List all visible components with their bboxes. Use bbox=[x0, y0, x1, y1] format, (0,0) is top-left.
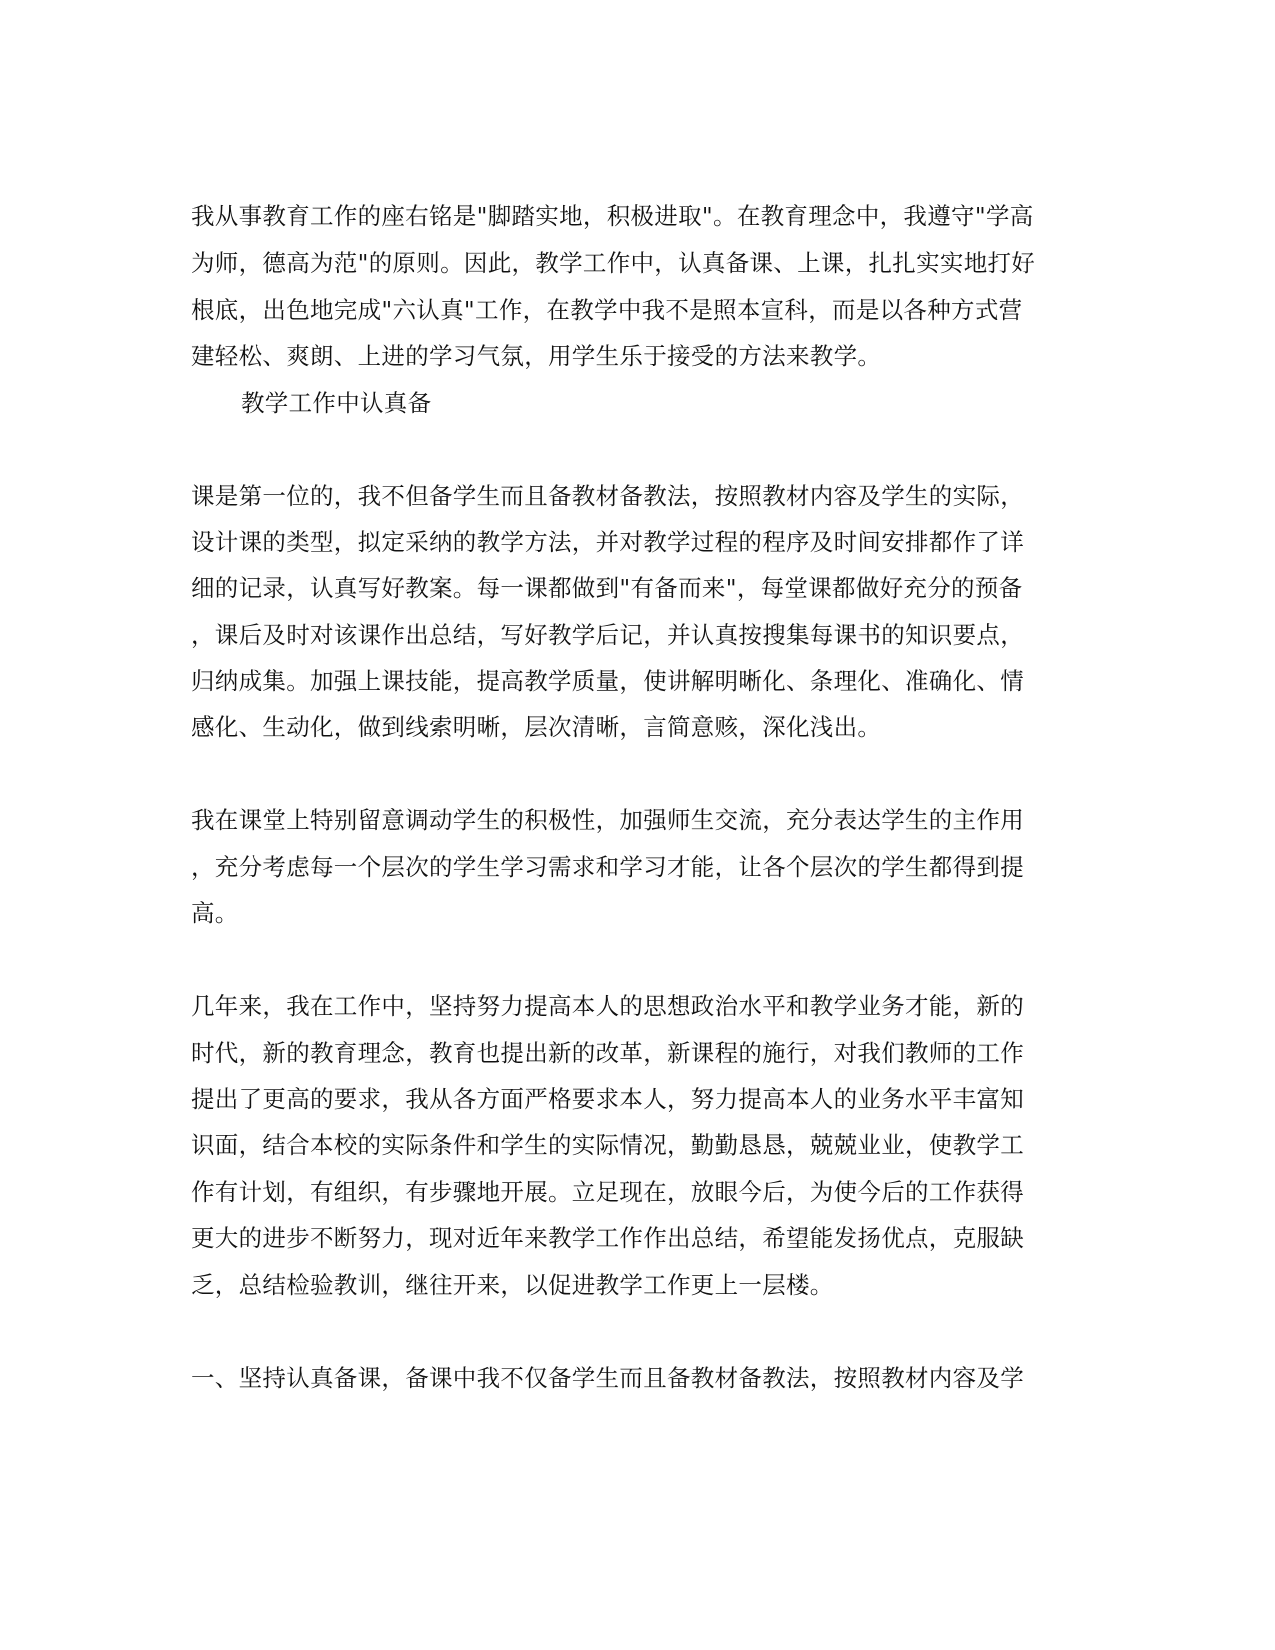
paragraph-5-line-5: 作有计划，有组织，有步骤地开展。立足现在，放眼今后，为使今后的工作获得 bbox=[191, 1178, 1024, 1206]
paragraph-1-line-2: 为师，德高为范"的原则。因此，教学工作中，认真备课、上课，扎扎实实地打好 bbox=[191, 249, 1036, 277]
paragraph-3-line-5: 归纳成集。加强上课技能，提高教学质量，使讲解明晰化、条理化、准确化、情 bbox=[191, 667, 1024, 695]
paragraph-5-line-2: 时代，新的教育理念，教育也提出新的改革，新课程的施行，对我们教师的工作 bbox=[191, 1039, 1024, 1067]
paragraph-3-line-4: ，课后及时对该课作出总结，写好教学后记，并认真按搜集每课书的知识要点， bbox=[191, 621, 1024, 649]
paragraph-6-line-1: 一、坚持认真备课，备课中我不仅备学生而且备教材备教法，按照教材内容及学 bbox=[191, 1364, 1024, 1392]
paragraph-4-line-3: 高。 bbox=[191, 899, 239, 927]
paragraph-4-line-1: 我在课堂上特别留意调动学生的积极性，加强师生交流，充分表达学生的主作用 bbox=[191, 806, 1024, 834]
paragraph-5-line-6: 更大的进步不断努力，现对近年来教学工作作出总结，希望能发扬优点，克服缺 bbox=[191, 1224, 1024, 1252]
paragraph-5-line-4: 识面，结合本校的实际条件和学生的实际情况，勤勤恳恳，兢兢业业，使教学工 bbox=[191, 1131, 1024, 1159]
paragraph-3-line-3: 细的记录，认真写好教案。每一课都做到"有备而来"，每堂课都做好充分的预备 bbox=[191, 574, 1023, 602]
paragraph-3-line-2: 设计课的类型，拟定采纳的教学方法，并对教学过程的程序及时间安排都作了详 bbox=[191, 528, 1024, 556]
paragraph-1-line-4: 建轻松、爽朗、上进的学习气氛，用学生乐于接受的方法来教学。 bbox=[191, 342, 882, 370]
paragraph-5-line-3: 提出了更高的要求，我从各方面严格要求本人，努力提高本人的业务水平丰富知 bbox=[191, 1085, 1024, 1113]
paragraph-5-line-7: 乏，总结检验教训，继往开来，以促进教学工作更上一层楼。 bbox=[191, 1271, 834, 1299]
paragraph-2-line-1: 教学工作中认真备 bbox=[241, 389, 432, 417]
paragraph-3-line-1: 课是第一位的，我不但备学生而且备教材备教法，按照教材内容及学生的实际， bbox=[191, 482, 1024, 510]
paragraph-3-line-6: 感化、生动化，做到线索明晰，层次清晰，言简意赅，深化浅出。 bbox=[191, 713, 882, 741]
paragraph-1-line-1: 我从事教育工作的座右铭是"脚踏实地，积极进取"。在教育理念中，我遵守"学高 bbox=[191, 202, 1034, 230]
paragraph-5-line-1: 几年来，我在工作中，坚持努力提高本人的思想政治水平和教学业务才能，新的 bbox=[191, 992, 1024, 1020]
paragraph-4-line-2: ，充分考虑每一个层次的学生学习需求和学习才能，让各个层次的学生都得到提 bbox=[191, 853, 1024, 881]
paragraph-1-line-3: 根底，出色地完成"六认真"工作，在教学中我不是照本宣科，而是以各种方式营 bbox=[191, 296, 1023, 324]
